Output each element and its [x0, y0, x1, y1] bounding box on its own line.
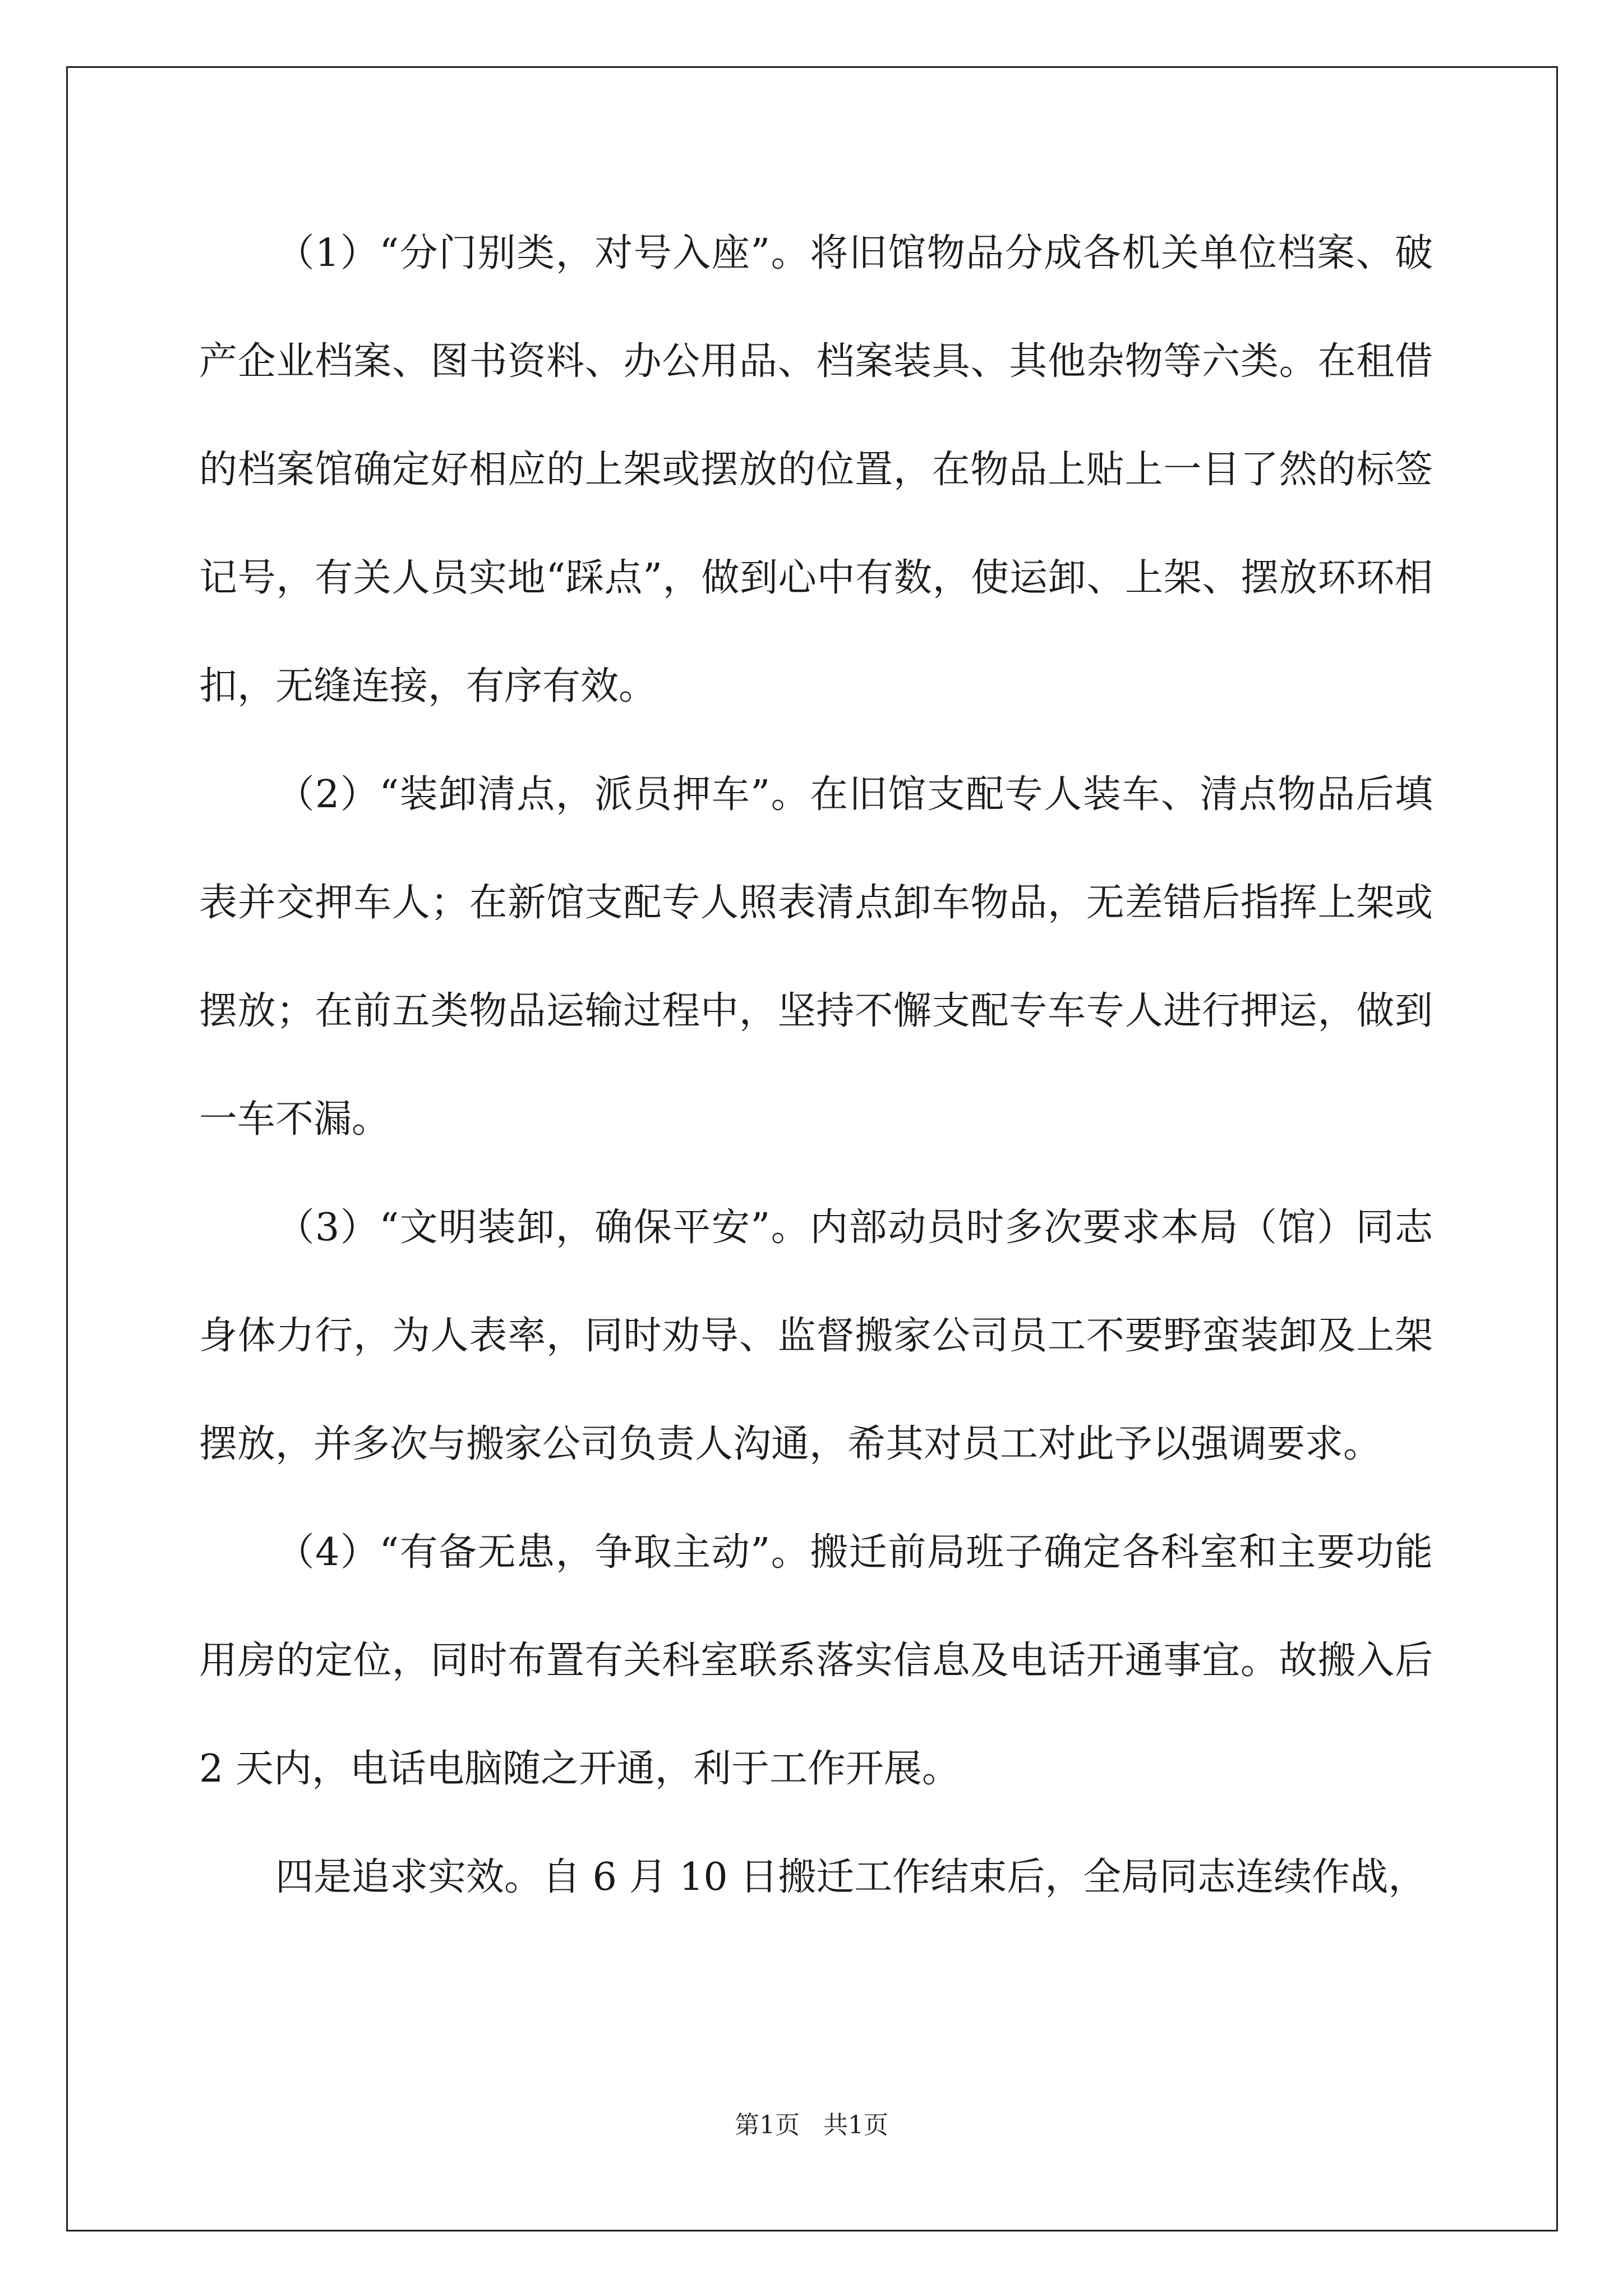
paragraph-3: （3）“文明装卸，确保平安”。内部动员时多次要求本局（馆）同志身体力行，为人表率，同时劝导、监督搬家公司员工不要野蛮装卸及上架摆放，并多次与搬家公司负责人沟通，希其对员工对此予以强调要求。: [199, 1205, 1433, 1466]
document-body: [199, 199, 1433, 1931]
paragraph-4: （4）“有备无患，争取主动”。搬迁前局班子确定各科室和主要功能用房的定位，同时布置有关科室联系落实信息及电话开通事宜。故搬入后 2 天内，电话电脑随之开通，利于工作开展。: [199, 1530, 1433, 1791]
paragraph-1: （1）“分门别类，对号入座”。将旧馆物品分成各机关单位档案、破产企业档案、图书资料、办公用品、档案装具、其他杂物等六类。在租借的档案馆确定好相应的上架或摆放的位置，在物品上贴上一目了然的标签记号，有关人员实地“踩点”，做到心中有数，使运卸、上架、摆放环环相扣，无缝连接，有序有效。: [199, 231, 1433, 708]
paragraph-5: 四是追求实效。自 6 月 10 日搬迁工作结束后，全局同志连续作战，: [275, 1855, 1427, 1899]
paragraph-2: （2）“装卸清点，派员押车”。在旧馆支配专人装车、清点物品后填表并交押车人；在新馆支配专人照表清点卸车物品，无差错后指挥上架或摆放；在前五类物品运输过程中，坚持不懈支配专车专人进行押运，做到一车不漏。: [199, 772, 1433, 1142]
page-footer: 第1页 共1页: [735, 2111, 888, 2139]
